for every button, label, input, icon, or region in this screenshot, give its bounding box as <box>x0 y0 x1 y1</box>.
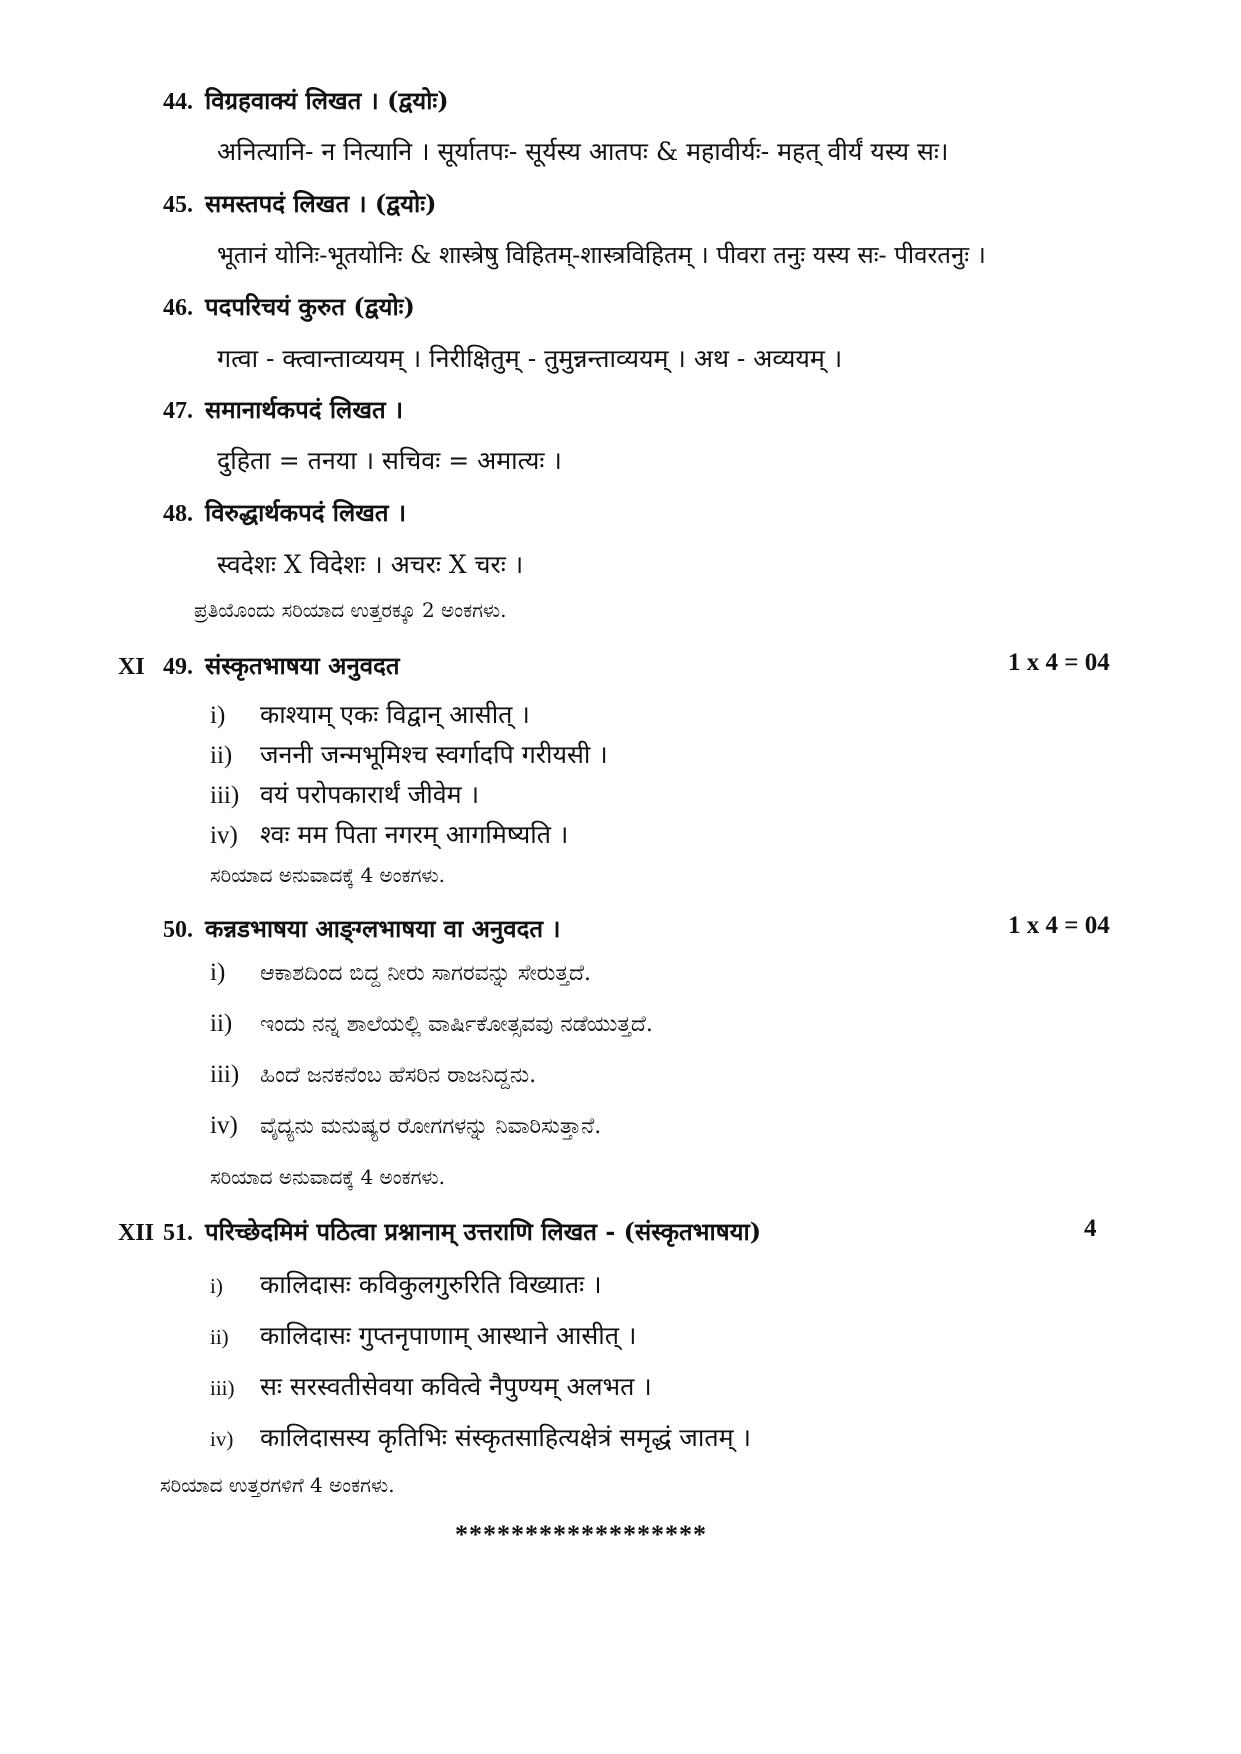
q49-item-roman: iii) <box>210 782 240 809</box>
q49-item <box>210 817 568 851</box>
q49-marks-note: ಸರಿಯಾದ ಅನುವಾದಕ್ಕೆ 4 ಅಂಕಗಳು. <box>210 863 445 887</box>
q45-number: 45. <box>163 192 193 218</box>
q51-item-text: कालिदासः गुप्तनृपाणाम् आस्थाने आसीत् । <box>260 1321 637 1350</box>
q47-title: समानार्थकपदं लिखत । <box>205 395 404 424</box>
end-of-paper-marker: ****************** <box>455 1520 707 1549</box>
q44-title: विग्रहवाक्यं लिखत । (द्वयोः) <box>205 86 449 115</box>
q50-item-roman: ii) <box>210 1010 233 1037</box>
q48-answer: स्वदेशः X विदेशः । अचरः X चरः । <box>217 550 524 579</box>
q51-section: XII <box>118 1220 155 1246</box>
q51-item <box>210 1369 652 1403</box>
q51-item-roman: iii) <box>210 1376 235 1400</box>
q50-item-roman: iii) <box>210 1061 240 1088</box>
q48-title: विरुद्धार्थकपदं लिखत । <box>205 498 407 527</box>
q49-item-text: वयं परोपकारार्थं जीवेम । <box>260 780 480 809</box>
q49-item-roman: iv) <box>210 822 238 849</box>
q46-title: पदपरिचयं कुरुत (द्वयोः) <box>205 292 415 321</box>
q49-item-text: जननी जन्मभूमिश्च स्वर्गादपि गरीयसी । <box>260 740 608 769</box>
q51-item <box>210 1318 636 1352</box>
q51-item-roman: i) <box>210 1274 223 1298</box>
q50-item <box>210 1112 601 1140</box>
q46-heading <box>163 290 415 323</box>
q51-item <box>210 1267 602 1301</box>
q50-marks: 1 x 4 = 04 <box>1008 912 1110 939</box>
q44-answer: अनित्यानि- न नित्यानि । सूर्यातपः- सूर्यस्य आतपः & महावीर्यः- महत् वीर्यं यस्य सः। <box>217 137 949 166</box>
q49-heading <box>118 649 400 682</box>
q49-item-roman: ii) <box>210 742 233 769</box>
q49-item <box>210 737 608 771</box>
q49-title: संस्कृतभाषया अनुवदत <box>205 651 400 680</box>
q49-section: XI <box>118 654 145 680</box>
q49-item <box>210 777 479 811</box>
q49-item-roman: i) <box>210 702 226 729</box>
q50-heading <box>163 912 560 945</box>
q49-item <box>210 697 530 731</box>
q50-item-text: ಇಂದು ನನ್ನ ಶಾಲೆಯಲ್ಲಿ ವಾರ್ಷಿಕೋತ್ಸವವು ನಡೆಯುತ್ತದೆ. <box>260 1012 653 1037</box>
q51-marks: 4 <box>1084 1215 1097 1242</box>
q50-title: कन्नडभाषया आङ्ग्लभाषया वा अनुवदत । <box>205 914 561 943</box>
q50-item <box>210 1010 653 1038</box>
q48-number: 48. <box>163 501 193 527</box>
q51-item-text: सः सरस्वतीसेवया कवित्वे नैपुण्यम् अलभत । <box>260 1372 652 1401</box>
q50-marks-note: ಸರಿಯಾದ ಅನುವಾದಕ್ಕೆ 4 ಅಂಕಗಳು. <box>210 1165 445 1189</box>
q51-item <box>210 1420 751 1454</box>
q49-item-text: काश्याम् एकः विद्वान् आसीत् । <box>260 700 530 729</box>
q45-title: समस्तपदं लिखत । (द्वयोः) <box>205 189 437 218</box>
q44-number: 44. <box>163 89 193 115</box>
q51-item-roman: ii) <box>210 1325 229 1349</box>
q50-item <box>210 959 591 987</box>
q51-item-text: कालिदासः कविकुलगुरुरिति विख्यातः । <box>260 1270 602 1299</box>
q51-marks-note: ಸರಿಯಾದ ಉತ್ತರಗಳಿಗೆ 4 ಅಂಕಗಳು. <box>160 1473 395 1497</box>
q45-heading <box>163 187 436 220</box>
q47-heading <box>163 393 403 426</box>
q50-item-text: ಹಿಂದೆ ಜನಕನೆಂಬ ಹೆಸರಿನ ರಾಜನಿದ್ದನು. <box>260 1063 537 1088</box>
q50-item-text: ವೈದ್ಯನು ಮನುಷ್ಯರ ರೋಗಗಳನ್ನು ನಿವಾರಿಸುತ್ತಾನೆ. <box>260 1114 602 1139</box>
q44-heading <box>163 84 449 117</box>
q49-marks: 1 x 4 = 04 <box>1008 649 1110 676</box>
q47-number: 47. <box>163 398 193 424</box>
q49-item-text: श्वः मम पिता नगरम् आगमिष्यति । <box>260 820 569 849</box>
q48-heading <box>163 496 406 529</box>
q46-number: 46. <box>163 295 193 321</box>
q50-number: 50. <box>163 917 193 943</box>
q51-heading <box>118 1215 761 1248</box>
q50-item-roman: iv) <box>210 1112 238 1139</box>
q47-answer: दुहिता = तनया । सचिवः = अमात्यः । <box>217 446 562 475</box>
q50-item-text: ಆಕಾಶದಿಂದ ಬಿದ್ದ ನೀರು ಸಾಗರವನ್ನು ಸೇರುತ್ತದೆ. <box>260 961 592 986</box>
q48-marks-note: ಪ್ರತಿಯೊಂದು ಸರಿಯಾದ ಉತ್ತರಕ್ಕೂ 2 ಅಂಕಗಳು. <box>194 598 507 622</box>
q51-item-text: कालिदासस्य कृतिभिः संस्कृतसाहित्यक्षेत्रं समृद्धं जातम् । <box>260 1423 751 1452</box>
q50-item-roman: i) <box>210 959 226 986</box>
q50-item <box>210 1061 536 1089</box>
q49-number: 49. <box>163 654 193 680</box>
q51-item-roman: iv) <box>210 1427 234 1451</box>
q51-title: परिच्छेदमिमं पठित्वा प्रश्नानाम् उत्तराणि लिखत - (संस्कृतभाषया) <box>205 1217 762 1246</box>
q45-answer: भूतानं योनिः-भूतयोनिः & शास्त्रेषु विहितम्-शास्त्रविहितम् । पीवरा तनुः यस्य सः- पीवरतनुः । <box>217 241 986 269</box>
q46-answer: गत्वा - क्त्वान्ताव्ययम् । निरीक्षितुम् - तुमुन्नन्ताव्ययम् । अथ - अव्ययम् । <box>217 344 843 373</box>
q51-number: 51. <box>163 1220 193 1246</box>
